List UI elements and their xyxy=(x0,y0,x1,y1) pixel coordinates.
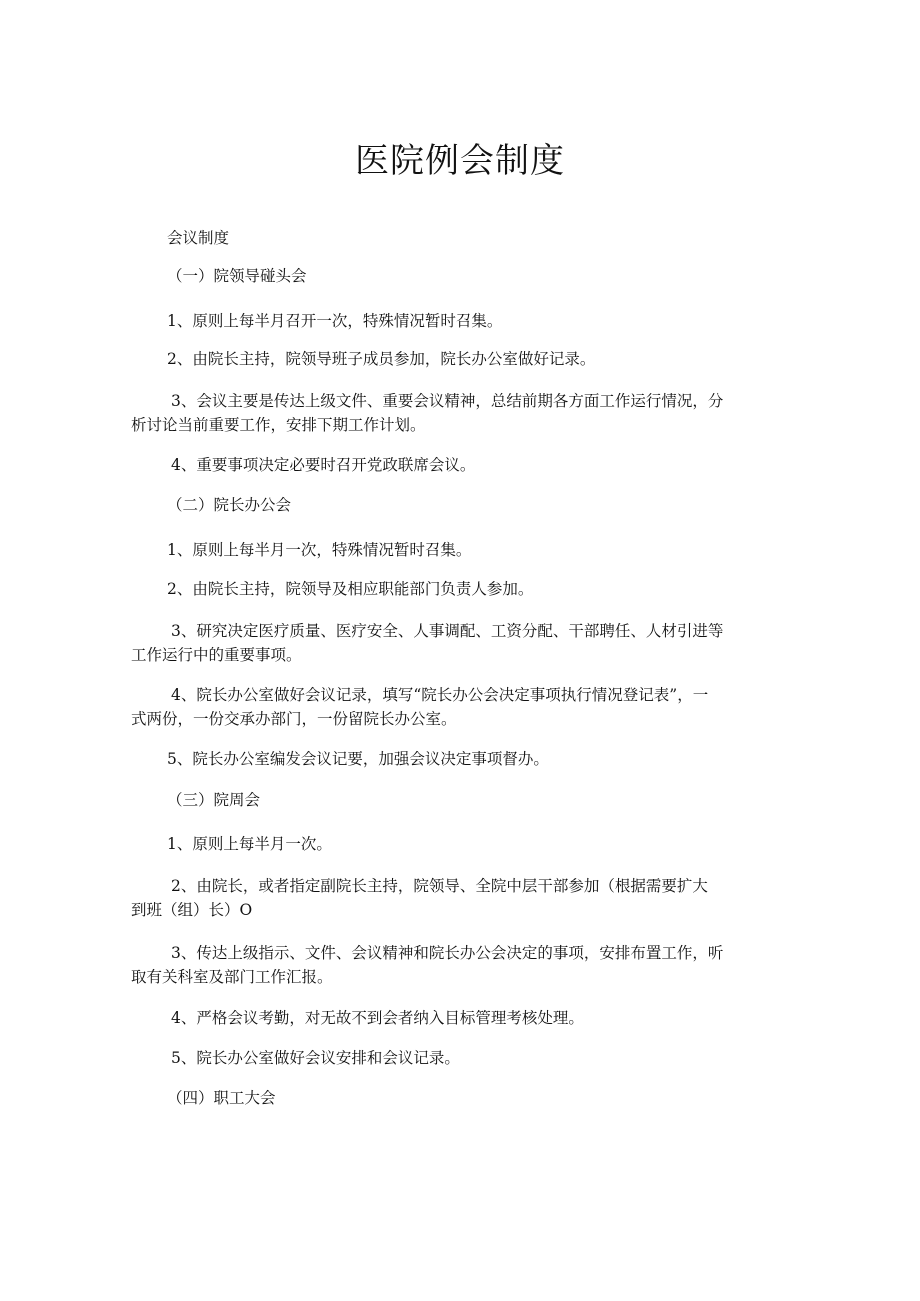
paragraph: 4、严格会议考勤，对无故不到会者纳入目标管理考核处理。 xyxy=(171,1009,584,1027)
paragraph-line: 3、会议主要是传达上级文件、重要会议精神，总结前期各方面工作运行情况，分 xyxy=(171,392,724,410)
paragraph xyxy=(131,389,724,437)
paragraph: 2、由院长主持，院领导及相应职能部门负责人参加。 xyxy=(167,580,534,598)
paragraph xyxy=(131,874,708,922)
paragraph-line: 式两份，一份交承办部门，一份留院长办公室。 xyxy=(131,710,457,728)
paragraph-line: 析讨论当前重要工作，安排下期工作计划。 xyxy=(131,416,426,434)
paragraph-line: 2、由院长，或者指定副院长主持，院领导、全院中层干部参加（根据需要扩大 xyxy=(171,877,708,895)
paragraph: 4、重要事项决定必要时召开党政联席会议。 xyxy=(171,456,476,474)
paragraph: 5、院长办公室编发会议记要，加强会议决定事项督办。 xyxy=(167,750,549,768)
paragraph-line: 3、研究决定医疗质量、医疗安全、人事调配、工资分配、干部聘任、人材引进等 xyxy=(171,622,724,640)
section-heading-meeting-system: 会议制度 xyxy=(167,229,230,247)
section-heading-president-office-meeting: （二）院长办公会 xyxy=(167,496,292,514)
paragraph-line: 4、院长办公室做好会议记录，填写“院长办公会决定事项执行情况登记表”，一 xyxy=(171,686,709,704)
paragraph: 2、由院长主持，院领导班子成员参加，院长办公室做好记录。 xyxy=(167,350,596,368)
paragraph xyxy=(131,619,724,667)
paragraph: 5、院长办公室做好会议安排和会议记录。 xyxy=(171,1049,460,1067)
paragraph: 1、原则上每半月召开一次，特殊情况暂时召集。 xyxy=(167,312,503,330)
paragraph: 1、原则上每半月一次。 xyxy=(167,835,332,853)
paragraph-line: 3、传达上级指示、文件、会议精神和院长办公会决定的事项，安排布置工作，听 xyxy=(171,944,724,962)
section-heading-weekly-meeting: （三）院周会 xyxy=(167,791,261,809)
document-title: 医院例会制度 xyxy=(355,141,565,181)
paragraph xyxy=(131,683,709,731)
paragraph: 1、原则上每半月一次，特殊情况暂时召集。 xyxy=(167,541,472,559)
section-heading-staff-assembly: （四）职工大会 xyxy=(167,1089,276,1107)
paragraph-line: 工作运行中的重要事项。 xyxy=(131,646,302,664)
section-heading-leaders-briefing: （一）院领导碰头会 xyxy=(167,267,307,285)
paragraph xyxy=(131,941,724,989)
paragraph-line: 取有关科室及部门工作汇报。 xyxy=(131,968,333,986)
paragraph-line: 到班（组）长）O xyxy=(131,901,253,919)
